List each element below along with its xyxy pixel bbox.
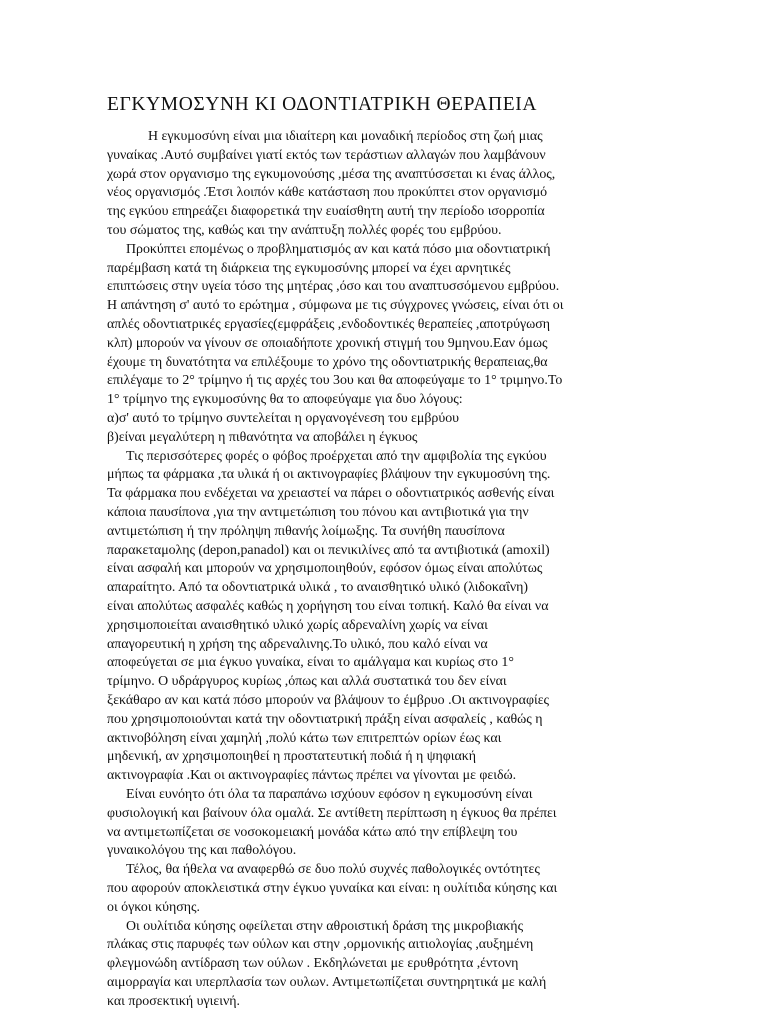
- body-line: α)σ' αυτό το τρίμηνο συντελείται η οργανογένεση του εμβρύου: [107, 411, 460, 426]
- body-line: γυναίκας .Αυτό συμβαίνει γιατί εκτός των τεράστιων αλλαγών που λαμβάνουν: [107, 147, 546, 163]
- body-line: παρέμβαση κατά τη διάρκεια της εγκυμοσύνης μπορεί να έχει αρνητικές: [107, 260, 511, 276]
- body-line: είναι ασφαλή και μπορούν να χρησιμοποιηθούν, εφόσον όμως είναι απολύτως: [107, 561, 543, 577]
- body-line: Τις περισσότερες φορές ο φόβος προέρχεται από την αμφιβολία της εγκύου: [126, 448, 547, 464]
- body-line: απαγορευτική η χρήση της αδρεναλινης.Το υλικό, που καλό είναι να: [107, 636, 488, 652]
- body-line: που χρησιμοποιούνται κατά την οδοντιατρική πράξη είναι ασφαλείς , καθώς η: [107, 711, 543, 727]
- body-line: της εγκύου επηρεάζει διαφορετικά την ευαίσθητη αυτή την περίοδο ισορροπία: [107, 204, 545, 220]
- body-line: Η εγκυμοσύνη είναι μια ιδιαίτερη και μοναδική περίοδος στη ζωή μιας: [148, 129, 543, 144]
- body-line: β)είναι μεγαλύτερη η πιθανότητα να αποβάλει η έγκυος: [107, 429, 418, 445]
- body-line: πλάκας στις παρυφές των ούλων και στην ,ορμονικής αιτιολογίας ,αυξημένη: [107, 937, 534, 953]
- body-line: κάποια παυσίπονα ,για την αντιμετώπιση του πόνου και αντιβιοτικά για την: [107, 505, 529, 520]
- body-line: ακτινοβόληση είναι χαμηλή ,πολύ κάτω των επιτρεπτών ορίων έως και: [107, 730, 502, 746]
- body-line: επιπτώσεις στην υγεία τόσο της μητέρας ,όσο και του αναπτυσσόμενου εμβρύου.: [107, 279, 560, 295]
- body-line: απλές οδοντιατρικές εργασίες(εμφράξεις ,ενδοδοντικές θεραπείες ,αποτρύγωση: [107, 317, 551, 332]
- body-line: γυναικολόγου της και παθολόγου.: [107, 843, 297, 859]
- body-line: αποφεύγεται σε μια έγκυο γυναίκα, είναι το αμάλγαμα και κυρίως στο 1°: [107, 655, 514, 671]
- body-line: αιμορραγία και υπερπλασία των ουλων. Αντιμετωπίζεται συντηρητικά με καλή: [107, 975, 547, 990]
- body-line: Τέλος, θα ήθελα να αναφερθώ σε δυο πολύ συχνές παθολογικές οντότητες: [126, 862, 540, 878]
- body-line: 1° τρίμηνο της εγκυμοσύνης θα το αποφεύγαμε για δυο λόγους:: [107, 392, 463, 408]
- body-line: οι όγκοι κύησης.: [107, 899, 200, 915]
- body-line: τρίμηνο. Ο υδράργυρος κυρίως ,όπως και αλλά συστατικά του δεν είναι: [107, 674, 507, 690]
- body-line: Οι ουλίτιδα κύησης οφείλεται στην αθροιστική δράση της μικροβιακής: [126, 918, 524, 934]
- document-title: ΕΓΚΥΜΟΣΥΝΗ ΚΙ ΟΔΟΝΤΙΑΤΡΙΚΗ ΘΕΡΑΠΕΙΑ: [107, 94, 537, 115]
- body-line: του σώματος της, καθώς και την ανάπτυξη πολλές φορές του εμβρύου.: [107, 223, 502, 238]
- body-line: Τα φάρμακα που ενδέχεται να χρειαστεί να πάρει ο οδοντιατρικός ασθενής είναι: [107, 486, 555, 502]
- body-line: έχουμε τη δυνατότητα να επιλέξουμε το χρόνο της οδοντιατρικής θεραπειας,θα: [107, 354, 548, 370]
- body-line: είναι απολύτως ασφαλές καθώς η χορήγηση του είναι τοπική. Καλό θα είναι να: [107, 599, 549, 614]
- body-line: ξεκάθαρο αν και κατά πόσο μπορούν να βλάψουν το έμβρυο .Οι ακτινογραφίες: [107, 693, 550, 708]
- body-line: αντιμετώπιση ή την πρόληψη πιθανής λοίμωξης. Τα συνήθη παυσίπονα: [107, 523, 505, 539]
- body-line: Προκύπτει επομένως ο προβληματισμός αν και κατά πόσο μια οδοντιατρική: [126, 241, 551, 257]
- body-line: μήπως τα φάρμακα ,τα υλικά ή οι ακτινογραφίες βλάψουν την εγκυμοσύνη της.: [107, 467, 551, 483]
- body-line: φυσιολογική και βαίνουν όλα ομαλά. Σε αντίθετη περίπτωση η έγκυος θα πρέπει: [107, 805, 557, 821]
- body-line: κλπ) μπορούν να γίνουν σε οποιαδήποτε χρονική στιγμή του 9μηνου.Εαν όμως: [107, 335, 548, 351]
- body-line: χωρά στον οργανισμο της εγκυμονούσης ,μέσα της αναπτύσσεται κι ένας άλλος,: [107, 166, 556, 182]
- body-line: να αντιμετωπίζεται σε νοσοκομειακή μονάδα κάτω από την επίβλεψη του: [107, 824, 518, 840]
- body-line: απαραίτητο. Από τα οδοντιατρικά υλικά , το αναισθητικό υλικό (λιδοκαΐνη): [107, 580, 528, 596]
- body-line: φλεγμονώδη αντίδραση των ούλων . Εκδηλώνεται με ερυθρότητα ,έντονη: [107, 956, 519, 972]
- body-line: επιλέγαμε το 2° τρίμηνο ή τις αρχές του 3ου και θα αποφεύγαμε το 1° τριμηνο.Το: [107, 373, 563, 389]
- body-line: και προσεκτική υγιεινή.: [107, 993, 240, 1009]
- body-line: χρησιμοποιείται αναισθητικό υλικό χωρίς αδρεναλίνη χωρίς να είναι: [107, 617, 488, 633]
- body-line: Η απάντηση σ' αυτό το ερώτημα , σύμφωνα με τις σύγχρονες γνώσεις, είναι ότι οι: [107, 298, 564, 314]
- body-line: Είναι ευνόητο ότι όλα τα παραπάνω ισχύουν εφόσον η εγκυμοσύνη είναι: [126, 787, 533, 802]
- body-line: μηδενική, αν χρησιμοποιηθεί η προστατευτική ποδιά ή η ψηφιακή: [107, 749, 477, 765]
- body-line: νέος οργανισμός .Έτσι λοιπόν κάθε κατάσταση που προκύπτει στον οργανισμό: [107, 185, 548, 201]
- body-line: παρακεταμολης (depon,panadol) και οι πενικιλίνες από τα αντιβιοτικά (amoxil): [107, 542, 550, 558]
- body-line: ακτινογραφία .Και οι ακτινογραφίες πάντως πρέπει να γίνονται με φειδώ.: [107, 768, 517, 784]
- body-line: που αφορούν αποκλειστικά στην έγκυο γυναίκα και είναι: η ουλίτιδα κύησης και: [107, 881, 558, 896]
